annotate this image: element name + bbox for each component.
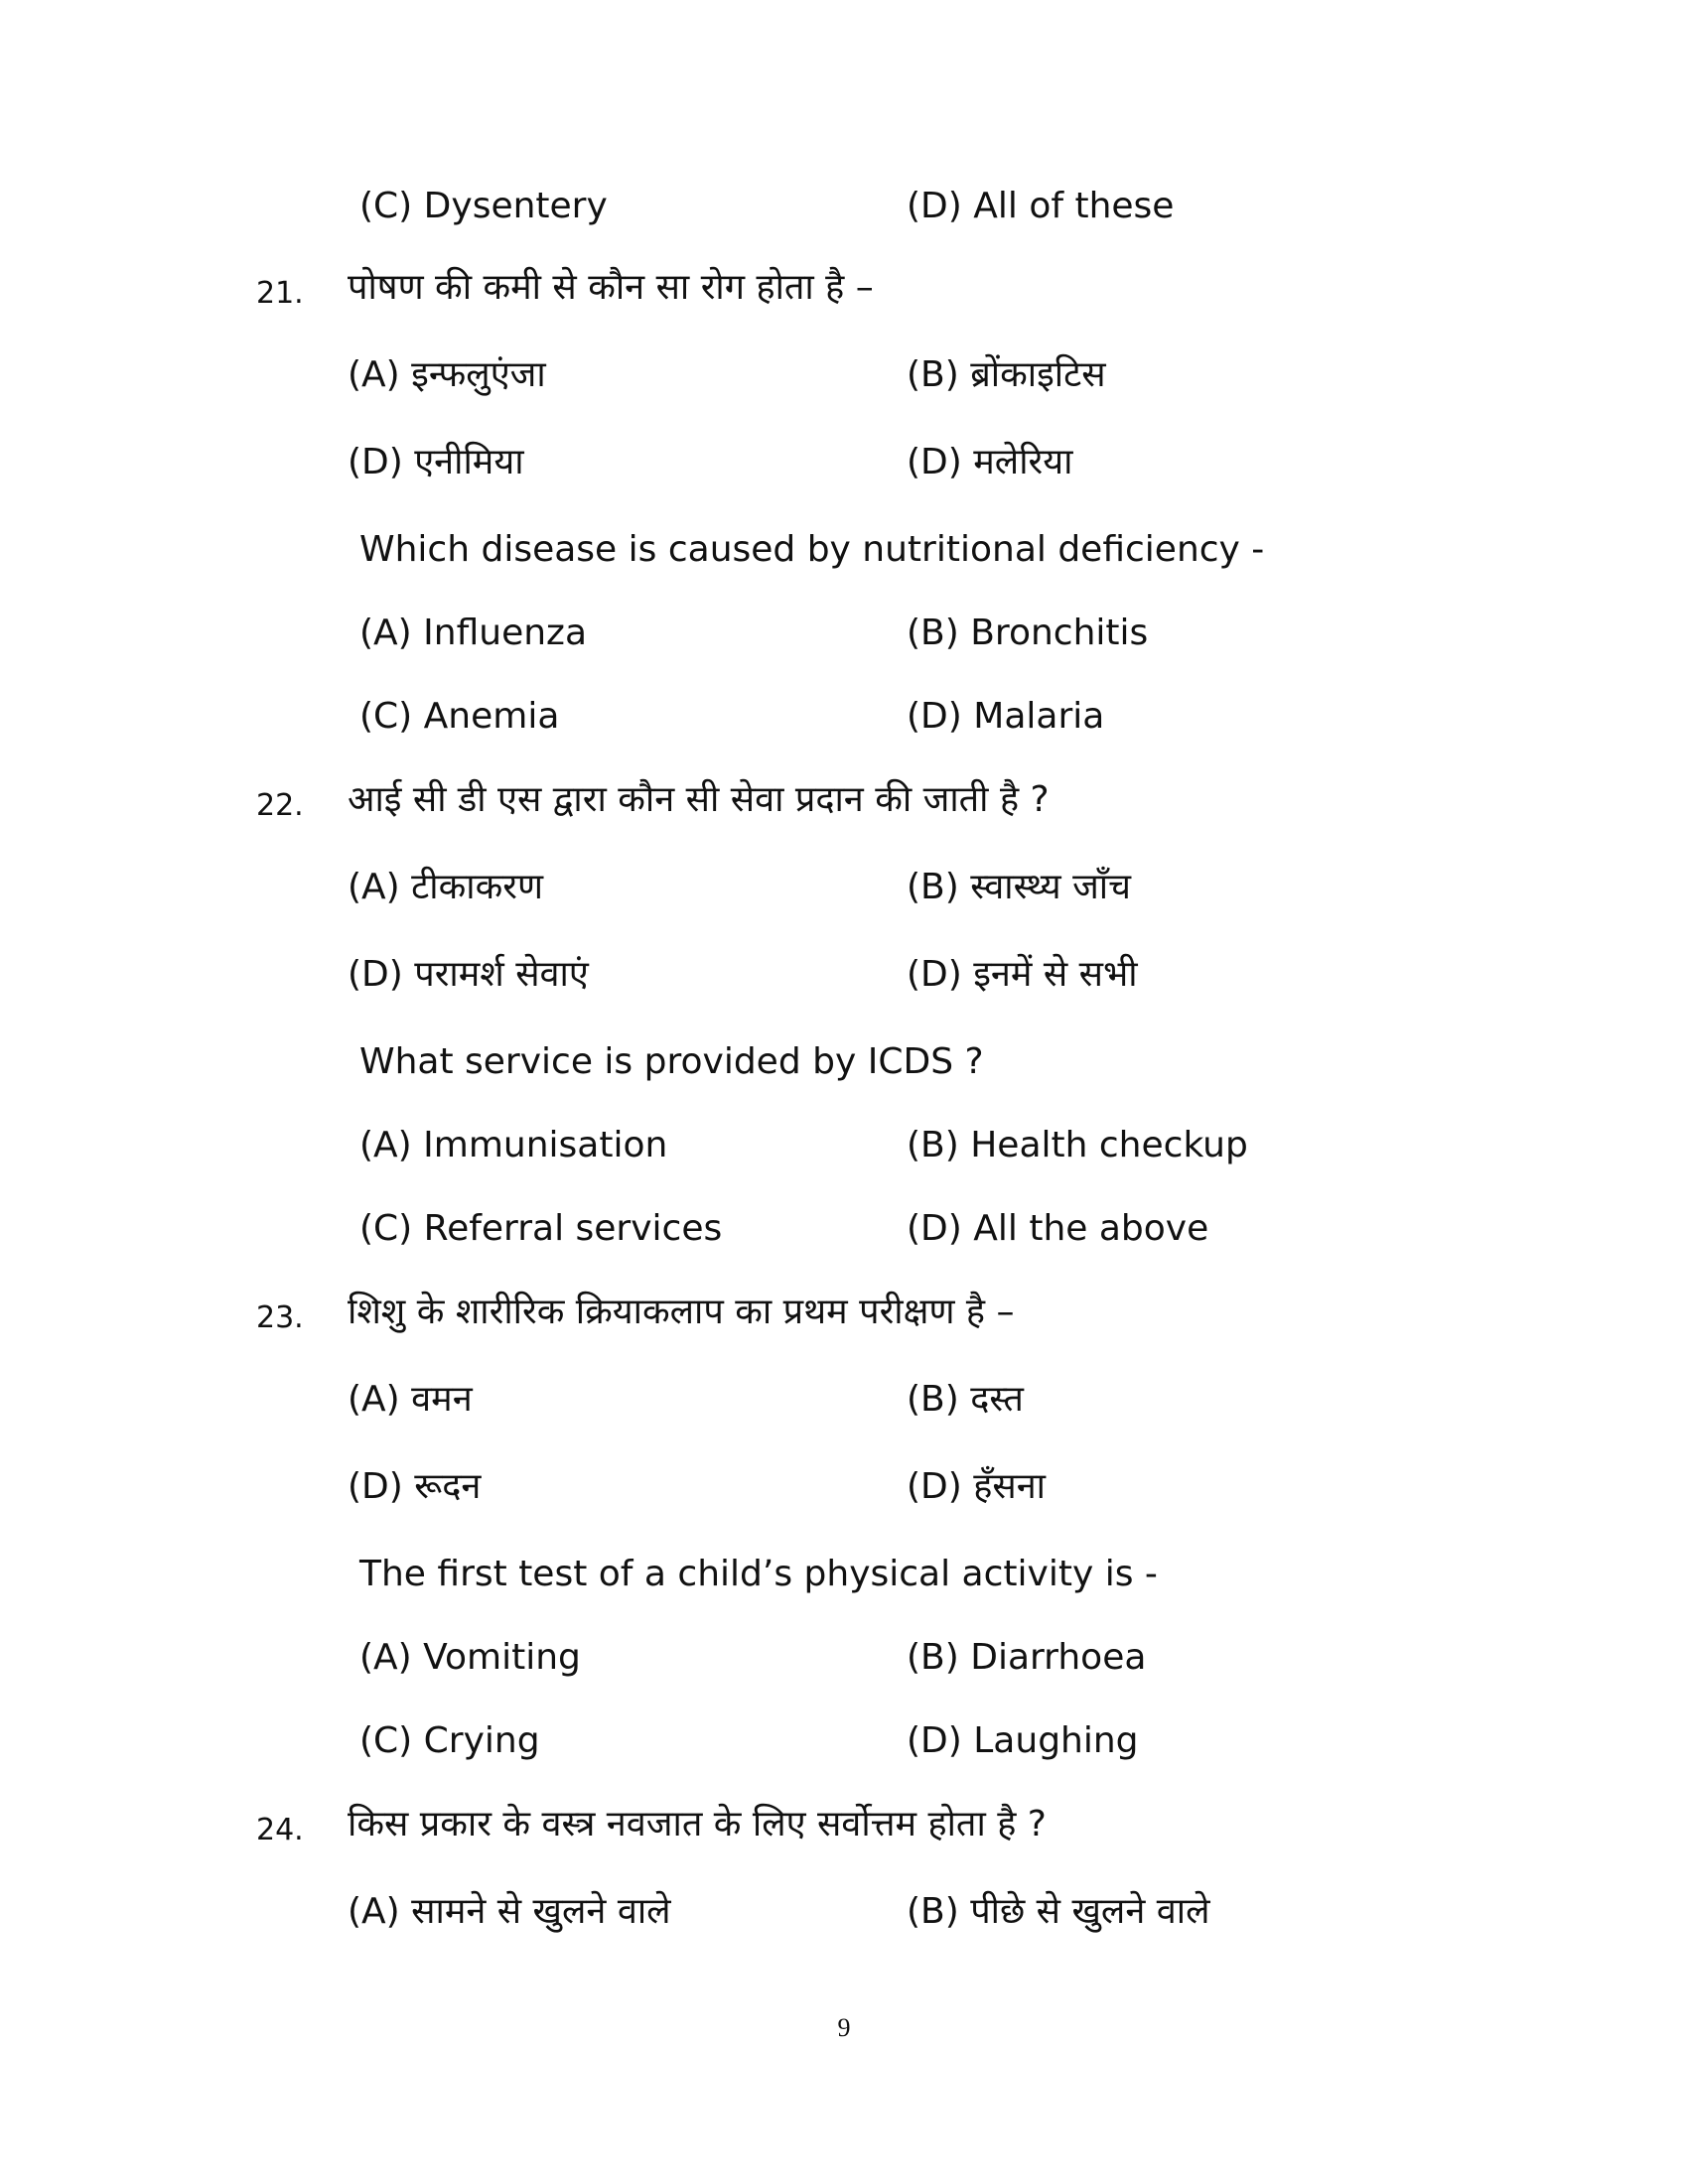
option-hi: (D) रूदन bbox=[348, 1466, 482, 1507]
option-hi: (D) एनीमिया bbox=[348, 442, 524, 482]
option-en: (B) Health checkup bbox=[907, 1125, 1248, 1165]
question-number: 23. bbox=[256, 1300, 304, 1335]
option-hi: (B) दस्त bbox=[907, 1379, 1024, 1420]
question-text-hi: शिशु के शारीरिक क्रियाकलाप का प्रथम परीक्षण है – bbox=[348, 1292, 1015, 1332]
option-hi: (D) मलेरिया bbox=[907, 442, 1073, 482]
option-hi: (A) टीकाकरण bbox=[348, 867, 544, 907]
option-en: (A) Immunisation bbox=[359, 1125, 668, 1165]
option-en: (D) Malaria bbox=[907, 696, 1105, 737]
option-hi: (A) वमन bbox=[348, 1379, 473, 1420]
option-hi: (B) पीछे से खुलने वाले bbox=[907, 1891, 1210, 1932]
q20-option-c-en: (C) Dysentery bbox=[359, 186, 608, 226]
question-text-en: Which disease is caused by nutritional deficiency - bbox=[359, 529, 1265, 570]
option-en: (C) Referral services bbox=[359, 1208, 723, 1249]
question-number: 22. bbox=[256, 788, 304, 823]
q20-option-d-en: (D) All of these bbox=[907, 186, 1175, 226]
page-number: 9 bbox=[837, 2013, 851, 2042]
question-number: 24. bbox=[256, 1813, 304, 1847]
question-text-hi: किस प्रकार के वस्त्र नवजात के लिए सर्वोत्तम होता है ? bbox=[348, 1804, 1047, 1844]
option-hi: (D) इनमें से सभी bbox=[907, 954, 1138, 995]
option-en: (C) Crying bbox=[359, 1720, 540, 1761]
option-hi: (A) सामने से खुलने वाले bbox=[348, 1891, 671, 1932]
option-hi: (D) हँसना bbox=[907, 1466, 1047, 1507]
question-text-en: The first test of a child’s physical activity is - bbox=[359, 1554, 1158, 1594]
question-number: 21. bbox=[256, 276, 304, 311]
question-text-hi: पोषण की कमी से कौन सा रोग होता है – bbox=[348, 267, 874, 308]
question-text-en: What service is provided by ICDS ? bbox=[359, 1041, 984, 1082]
option-en: (D) All the above bbox=[907, 1208, 1209, 1249]
option-en: (C) Anemia bbox=[359, 696, 560, 737]
option-hi: (D) परामर्श सेवाएं bbox=[348, 954, 589, 995]
option-en: (B) Diarrhoea bbox=[907, 1637, 1147, 1678]
option-hi: (B) स्वास्थ्य जाँच bbox=[907, 867, 1131, 907]
option-hi: (B) ब्रोंकाइटिस bbox=[907, 354, 1106, 395]
option-en: (D) Laughing bbox=[907, 1720, 1139, 1761]
option-en: (A) Vomiting bbox=[359, 1637, 581, 1678]
question-text-hi: आई सी डी एस द्वारा कौन सी सेवा प्रदान की जाती है ? bbox=[348, 779, 1050, 820]
option-en: (A) Influenza bbox=[359, 613, 588, 653]
option-en: (B) Bronchitis bbox=[907, 613, 1149, 653]
option-hi: (A) इन्फलुएंजा bbox=[348, 354, 546, 395]
